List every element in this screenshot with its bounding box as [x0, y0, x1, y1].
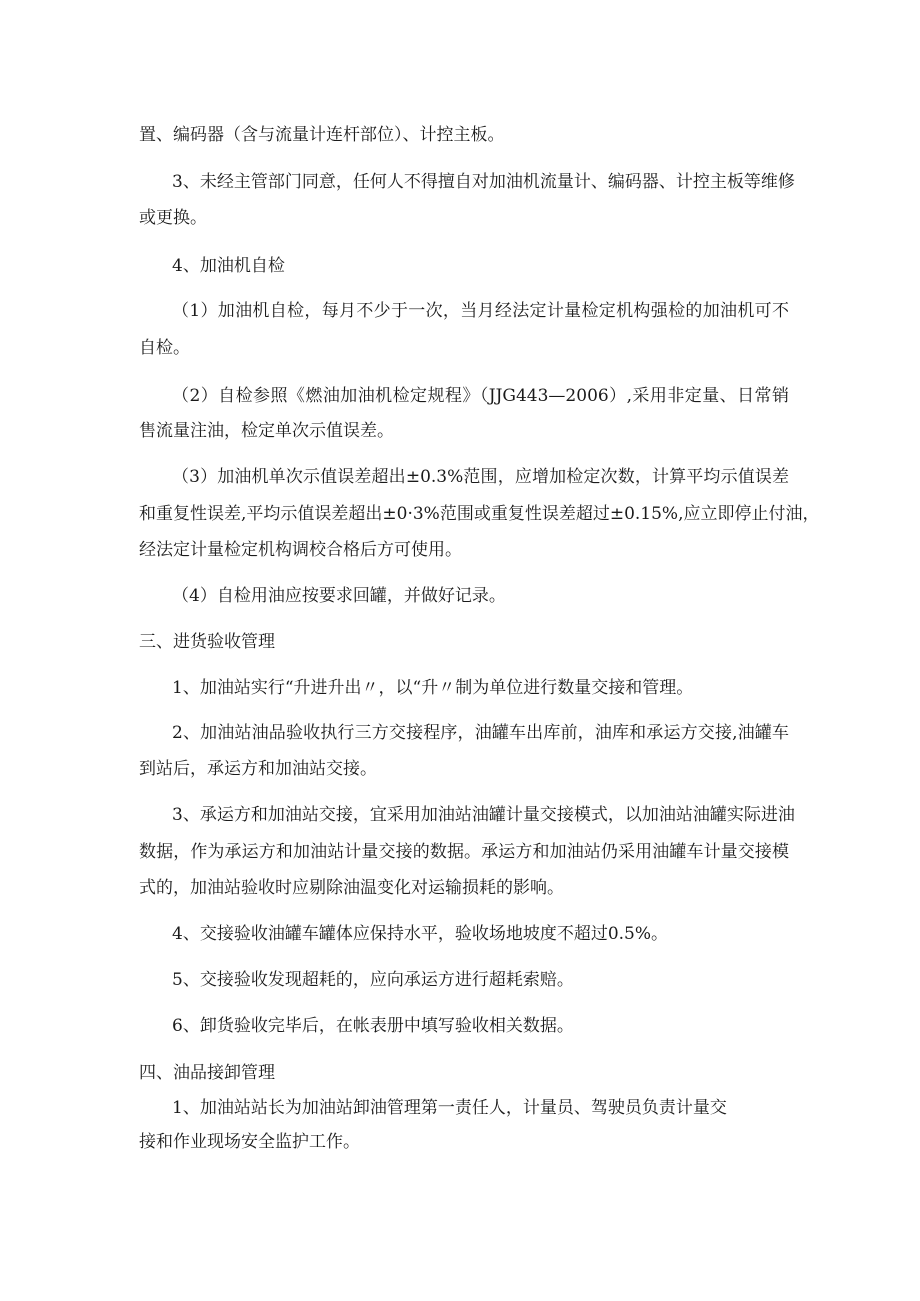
paragraph-line: （2）自检参照《燃油加油机检定规程》（JJG443—2006）,采用非定量、日常销	[172, 386, 789, 406]
paragraph-line: 1、加油站实行“升进升出〃，以“升〃制为单位进行数量交接和管理。	[172, 678, 694, 698]
paragraph-line: 置、编码器（含与流量计连杆部位）、计控主板。	[139, 125, 505, 145]
paragraph-line: 3、承运方和加油站交接，宜采用加油站油罐计量交接模式，以加油站油罐实际进油	[172, 805, 795, 825]
paragraph-line: 接和作业现场安全监护工作。	[139, 1132, 360, 1152]
paragraph-line: （4）自检用油应按要求回罐，并做好记录。	[172, 586, 506, 606]
paragraph-line: 3、未经主管部门同意，任何人不得擅自对加油机流量计、编码器、计控主板等维修	[172, 172, 795, 192]
paragraph-line: 数据，作为承运方和加油站计量交接的数据。承运方和加油站仍采用油罐车计量交接模	[139, 842, 789, 862]
paragraph-line: 和重复性误差,平均示值误差超出±0·3%范围或重复性误差超过±0.15%,应立即停止付油，	[139, 504, 820, 524]
paragraph-line: 或更换。	[139, 208, 207, 228]
paragraph-line: 4、加油机自检	[172, 256, 285, 276]
paragraph-line: 式的，加油站验收时应剔除油温变化对运输损耗的影响。	[139, 878, 564, 898]
paragraph-line: （1）加油机自检，每月不少于一次，当月经法定计量检定机构强检的加油机可不	[172, 301, 789, 321]
section-heading: 四、油品接卸管理	[139, 1063, 275, 1083]
paragraph-line: 4、交接验收油罐车罐体应保持水平，验收场地坡度不超过0.5%。	[172, 924, 669, 944]
paragraph-line: 到站后，承运方和加油站交接。	[139, 759, 377, 779]
paragraph-line: 自检。	[139, 338, 190, 358]
paragraph-line: 1、加油站站长为加油站卸油管理第一责任人，计量员、驾驶员负责计量交	[172, 1098, 727, 1118]
paragraph-line: 经法定计量检定机构调校合格后方可使用。	[139, 540, 462, 560]
paragraph-line: （3）加油机单次示值误差超出±0.3%范围，应增加检定次数，计算平均示值误差	[172, 467, 789, 487]
paragraph-line: 售流量注油，检定单次示值误差。	[139, 421, 394, 441]
section-heading: 三、进货验收管理	[139, 632, 275, 652]
paragraph-line: 5、交接验收发现超耗的，应向承运方进行超耗索赔。	[172, 970, 574, 990]
paragraph-line: 2、加油站油品验收执行三方交接程序，油罐车出库前，油库和承运方交接,油罐车	[172, 723, 789, 743]
paragraph-line: 6、卸货验收完毕后，在帐表册中填写验收相关数据。	[172, 1016, 574, 1036]
